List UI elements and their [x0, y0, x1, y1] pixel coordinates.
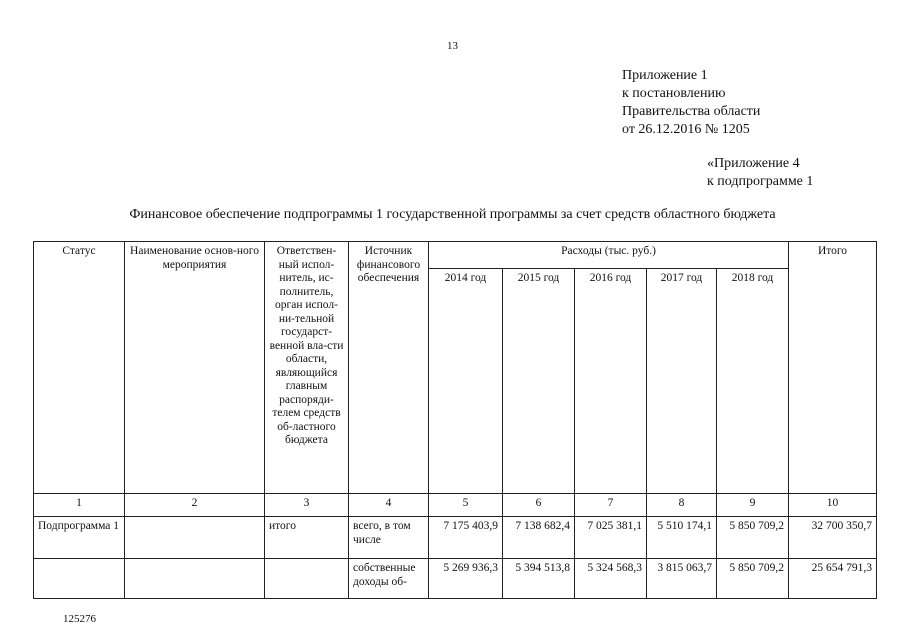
header-source: Источник финансового обеспечения	[349, 242, 429, 494]
column-number: 9	[717, 494, 789, 517]
cell-value: 3 815 063,7	[647, 559, 717, 599]
annex-sub-header	[707, 155, 813, 191]
column-number: 4	[349, 494, 429, 517]
cell-value: 5 850 709,2	[717, 559, 789, 599]
financing-table	[33, 241, 877, 599]
annex-sub-line: к подпрограмме 1	[707, 174, 814, 189]
cell-status	[34, 559, 125, 599]
cell-value: 5 269 936,3	[429, 559, 503, 599]
cell-status: Подпрограмма 1	[34, 517, 125, 559]
column-number: 2	[125, 494, 265, 517]
column-number: 3	[265, 494, 349, 517]
cell-source: всего, в том числе	[349, 517, 429, 559]
header-executor: Ответствен-ный испол-нитель, ис-полнитель, орган испол-ни-тельной государст-венной вла-сти области, являющийся главным распоряди-телем средств об-ластного бюджета	[265, 242, 349, 494]
cell-total: 25 654 791,3	[789, 559, 877, 599]
cell-executor	[265, 559, 349, 599]
footer-code: 125276	[63, 613, 96, 625]
column-number: 5	[429, 494, 503, 517]
annex-line: Приложение 1	[622, 68, 708, 83]
header-year: 2014 год	[429, 269, 503, 494]
cell-executor: итого	[265, 517, 349, 559]
column-number: 1	[34, 494, 125, 517]
annex-line: Правительства области	[622, 104, 761, 119]
cell-activity	[125, 517, 265, 559]
header-status: Статус	[34, 242, 125, 494]
annex-header	[622, 67, 760, 139]
column-number: 10	[789, 494, 877, 517]
header-year: 2015 год	[503, 269, 575, 494]
header-total: Итого	[789, 242, 877, 494]
cell-activity	[125, 559, 265, 599]
header-year: 2017 год	[647, 269, 717, 494]
column-number: 6	[503, 494, 575, 517]
cell-source: собственные доходы об-	[349, 559, 429, 599]
page-number: 13	[447, 40, 458, 52]
cell-value: 7 175 403,9	[429, 517, 503, 559]
cell-value: 5 394 513,8	[503, 559, 575, 599]
column-number: 8	[647, 494, 717, 517]
document-title: Финансовое обеспечение подпрограммы 1 государственной программы за счет средств областного бюджета	[129, 207, 776, 222]
table-row	[34, 517, 877, 559]
header-activity: Наименование основ-ного мероприятия	[125, 242, 265, 494]
cell-value: 7 025 381,1	[575, 517, 647, 559]
annex-line: от 26.12.2016 № 1205	[622, 122, 750, 137]
header-expenses: Расходы (тыс. руб.)	[429, 242, 789, 269]
cell-value: 5 324 568,3	[575, 559, 647, 599]
cell-total: 32 700 350,7	[789, 517, 877, 559]
cell-value: 5 850 709,2	[717, 517, 789, 559]
annex-line: к постановлению	[622, 86, 726, 101]
header-year: 2016 год	[575, 269, 647, 494]
annex-sub-line: «Приложение 4	[707, 156, 800, 171]
table-row	[34, 559, 877, 599]
header-year: 2018 год	[717, 269, 789, 494]
cell-value: 7 138 682,4	[503, 517, 575, 559]
column-number: 7	[575, 494, 647, 517]
cell-value: 5 510 174,1	[647, 517, 717, 559]
